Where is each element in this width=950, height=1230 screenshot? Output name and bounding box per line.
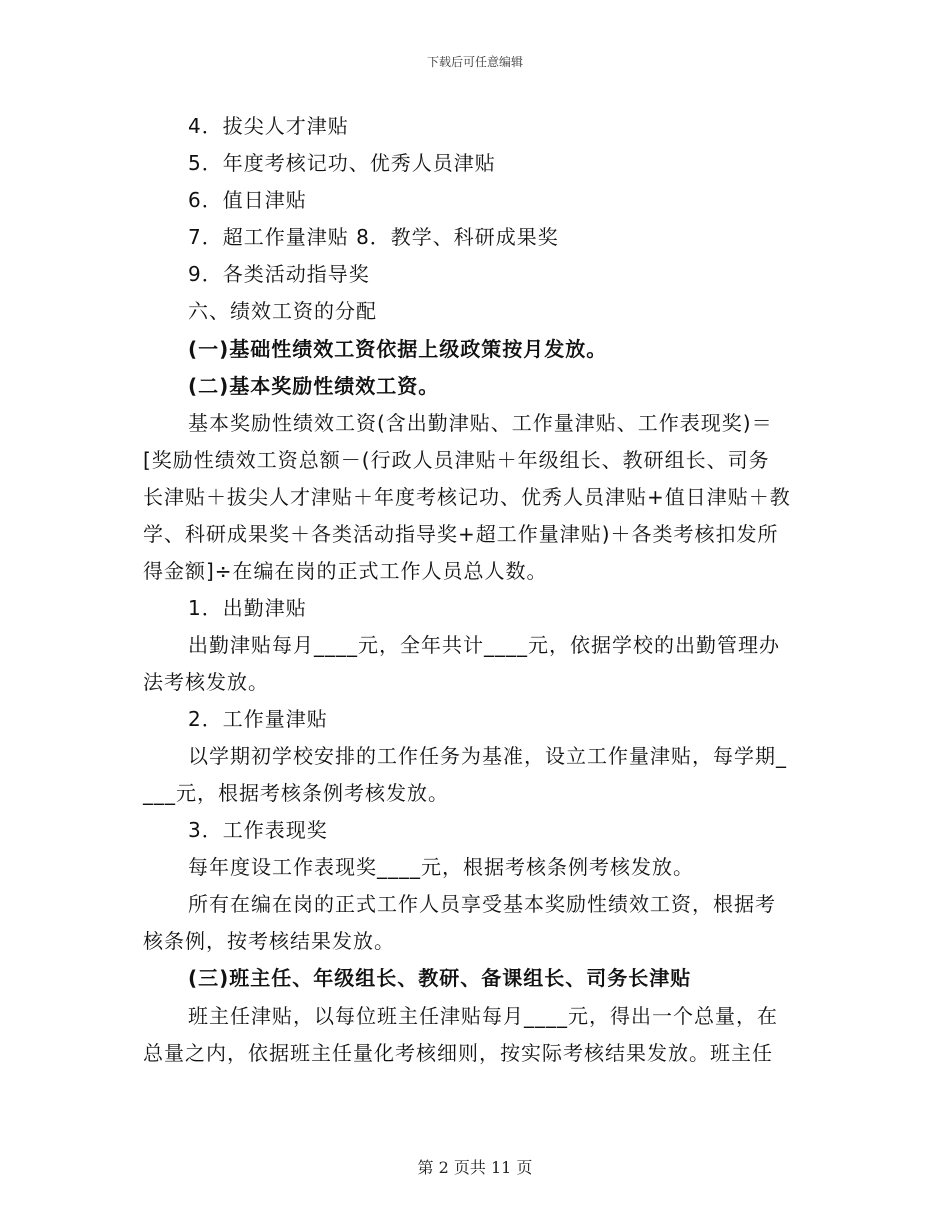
formula-paragraph-line-5: 得金额]÷在编在岗的正式工作人员总人数。 xyxy=(143,559,548,583)
formula-paragraph-line-2: [奖励性绩效工资总额－(行政人员津贴＋年级组长、教研组长、司务 xyxy=(143,448,770,472)
attendance-paragraph-line-1: 出勤津贴每月____元，全年共计____元，依据学校的出勤管理办 xyxy=(188,633,780,657)
formula-paragraph-line-3: 长津贴＋拔尖人才津贴＋年度考核记功、优秀人员津贴+值日津贴＋教 xyxy=(143,485,791,509)
subsection-heading-2: (二)基本奖励性绩效工资。 xyxy=(188,374,440,398)
list-item-6: 6．值日津贴 xyxy=(188,188,307,212)
class-teacher-paragraph-line-2: 总量之内，依据班主任量化考核细则，按实际考核结果发放。班主任 xyxy=(143,1041,773,1065)
list-item-5: 5．年度考核记功、优秀人员津贴 xyxy=(188,151,496,175)
list-item-9: 9．各类活动指导奖 xyxy=(188,262,370,286)
page-header-note: 下载后可任意编辑 xyxy=(426,55,523,69)
item-heading-attendance: 1．出勤津贴 xyxy=(188,596,307,620)
workload-paragraph-line-1: 以学期初学校安排的工作任务为基准，设立工作量津贴，每学期_ xyxy=(188,744,787,768)
summary-paragraph-line-2: 核条例，按考核结果发放。 xyxy=(143,929,395,953)
formula-paragraph-line-1: 基本奖励性绩效工资(含出勤津贴、工作量津贴、工作表现奖)＝ xyxy=(188,411,773,435)
workload-paragraph-line-2: ___元，根据考核条例考核发放。 xyxy=(143,781,449,805)
subsection-heading-1: (一)基础性绩效工资依据上级政策按月发放。 xyxy=(188,337,608,361)
attendance-paragraph-line-2: 法考核发放。 xyxy=(143,670,269,694)
formula-paragraph-line-4: 学、科研成果奖＋各类活动指导奖+超工作量津贴)＋各类考核扣发所 xyxy=(143,522,779,546)
item-heading-performance: 3．工作表现奖 xyxy=(188,818,328,842)
item-heading-workload: 2．工作量津贴 xyxy=(188,707,328,731)
section-heading-6: 六、绩效工资的分配 xyxy=(188,299,377,323)
summary-paragraph-line-1: 所有在编在岗的正式工作人员享受基本奖励性绩效工资，根据考 xyxy=(188,892,776,916)
subsection-heading-3: (三)班主任、年级组长、教研、备课组长、司务长津贴 xyxy=(188,966,692,990)
performance-paragraph: 每年度设工作表现奖____元，根据考核条例考核发放。 xyxy=(188,855,694,879)
list-item-7-8: 7．超工作量津贴 8．教学、科研成果奖 xyxy=(188,225,559,249)
list-item-4: 4．拔尖人才津贴 xyxy=(188,114,349,138)
page-number: 第 2 页共 11 页 xyxy=(417,1158,533,1177)
class-teacher-paragraph-line-1: 班主任津贴，以每位班主任津贴每月____元，得出一个总量，在 xyxy=(188,1004,778,1028)
